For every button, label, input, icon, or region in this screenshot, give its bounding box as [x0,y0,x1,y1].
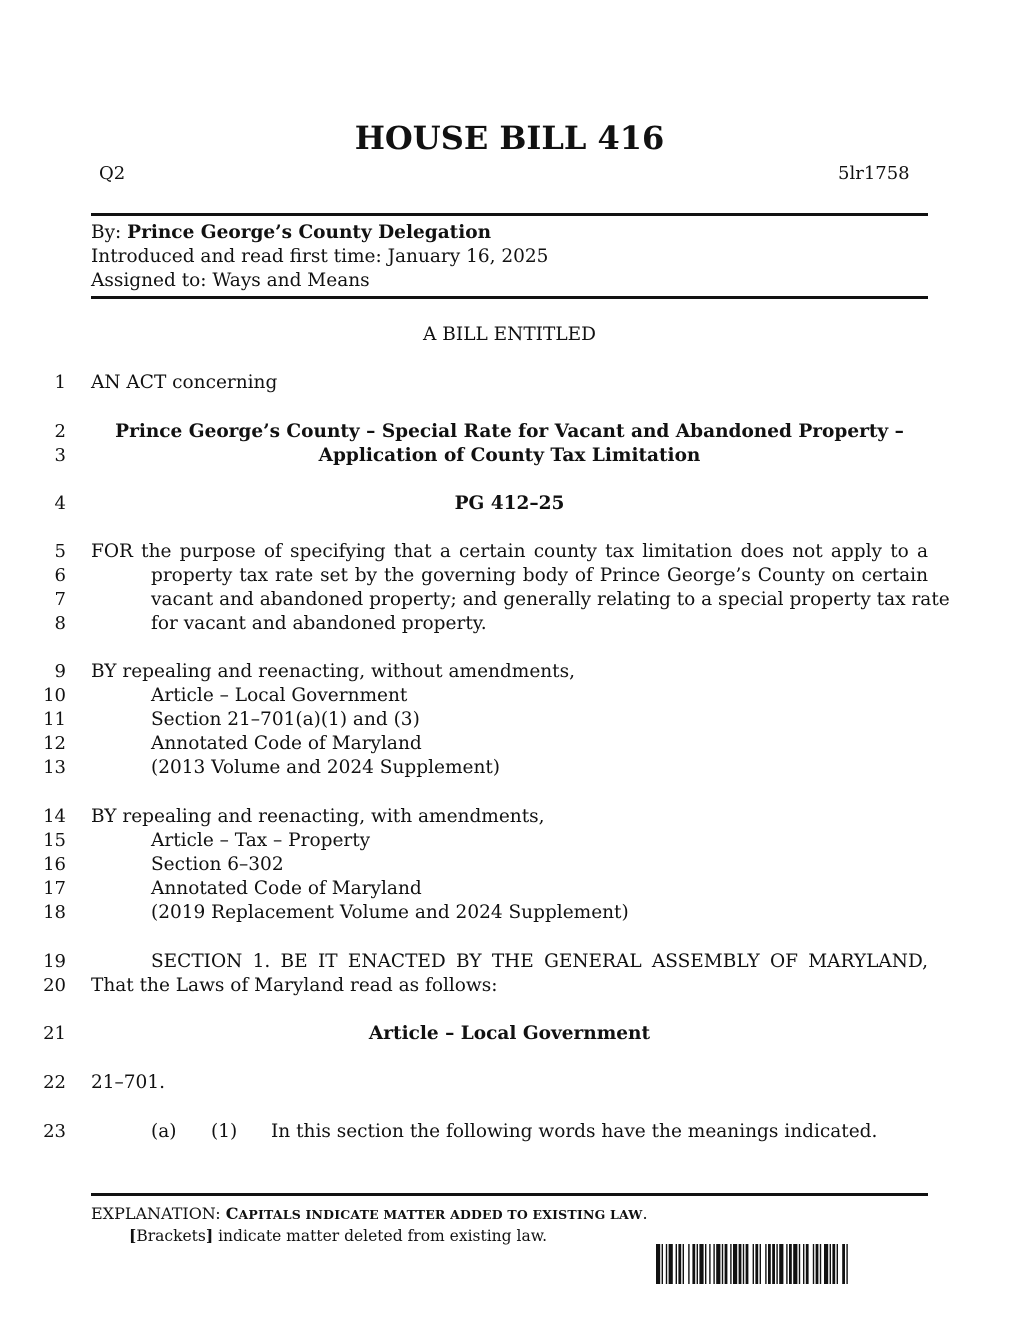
definitions-intro: In this section the following words have the meanings indicated. [271,1121,878,1142]
act-title-line-2: Application of County Tax Limitation [318,445,701,466]
line-number: 9 [54,661,66,682]
explanation-line [91,1203,648,1226]
bracket-close: ] [205,1226,214,1245]
purpose-line-2: property tax rate set by the governing body of Prince George’s County on certain [151,565,928,586]
header-rule-top [91,213,928,216]
line-number: 6 [54,565,66,586]
repeal-with-amendments: BY repealing and reenacting, with amendments, [91,806,545,827]
line-number: 5 [54,541,66,562]
subject-code: Q2 [99,163,126,184]
line-number: 16 [43,854,66,875]
header-rule-bottom [91,296,928,299]
bill-request-number: PG 412–25 [454,493,565,514]
line-number: 12 [43,733,66,754]
drafting-code: 5lr1758 [838,163,910,184]
article-reference: Article – Tax – Property [151,830,371,851]
purpose-line-4: for vacant and abandoned property. [151,613,487,634]
line-number: 21 [43,1023,66,1044]
introduced-line: Introduced and read first time: January 16, 2025 [91,246,549,267]
code-reference: Annotated Code of Maryland [151,878,422,899]
bill-entitled: A BILL ENTITLED [423,324,596,345]
paragraph-1: (1) [211,1121,238,1142]
line-number: 1 [54,372,66,393]
line-number: 4 [54,493,66,514]
purpose-line-3: vacant and abandoned property; and generally relating to a special property tax rate [151,589,950,610]
line-number: 13 [43,757,66,778]
explanation-capital: C [225,1204,239,1223]
section-reference: Section 21–701(a)(1) and (3) [151,709,420,730]
enacting-clause-cont: That the Laws of Maryland read as follows: [91,975,498,996]
explanation-label: EXPLANATION: [91,1204,221,1223]
volume-reference: (2019 Replacement Volume and 2024 Supplement) [151,902,629,923]
section-number: 21–701. [91,1072,165,1093]
line-number: 7 [54,589,66,610]
explanation-period: . [642,1204,648,1223]
bill-title: HOUSE BILL 416 [354,119,665,157]
code-reference: Annotated Code of Maryland [151,733,422,754]
line-number: 14 [43,806,66,827]
line-number: 19 [43,951,66,972]
line-number: 3 [54,445,66,466]
line-number: 2 [54,421,66,442]
enacting-clause: SECTION 1. BE IT ENACTED BY THE GENERAL ASSEMBLY OF MARYLAND, [151,951,928,972]
line-number: 23 [43,1121,66,1142]
sponsor-by-label: By: [91,222,122,243]
explanation-text: APITALS INDICATE MATTER ADDED TO EXISTING LAW [238,1207,643,1222]
bracket-open: [ [129,1226,137,1245]
sponsor-line [91,221,491,245]
line-number: 11 [43,709,66,730]
article-reference: Article – Local Government [151,685,408,706]
act-concerning: AN ACT concerning [91,372,278,393]
line-number: 17 [43,878,66,899]
line-number: 15 [43,830,66,851]
act-title-line-1: Prince George’s County – Special Rate for Vacant and Abandoned Property – [115,421,904,442]
brackets-explanation: indicate matter deleted from existing law. [213,1227,548,1245]
section-reference: Section 6–302 [151,854,284,875]
article-heading: Article – Local Government [368,1023,651,1044]
brackets-line [129,1226,547,1246]
repeal-without-amendments: BY repealing and reenacting, without amendments, [91,661,575,682]
bracket-word: Brackets [136,1227,206,1245]
line-number: 18 [43,902,66,923]
volume-reference: (2013 Volume and 2024 Supplement) [151,757,501,778]
sponsor-name: Prince George’s County Delegation [127,222,492,243]
subsection-a: (a) [151,1121,177,1142]
line-number: 22 [43,1072,66,1093]
line-number: 10 [43,685,66,706]
assigned-line: Assigned to: Ways and Means [91,270,370,291]
line-number: 20 [43,975,66,996]
purpose-line-1: FOR the purpose of specifying that a certain county tax limitation does not apply to a [91,541,928,562]
footer-rule [91,1193,928,1196]
line-number: 8 [54,613,66,634]
barcode-icon [656,1244,906,1284]
